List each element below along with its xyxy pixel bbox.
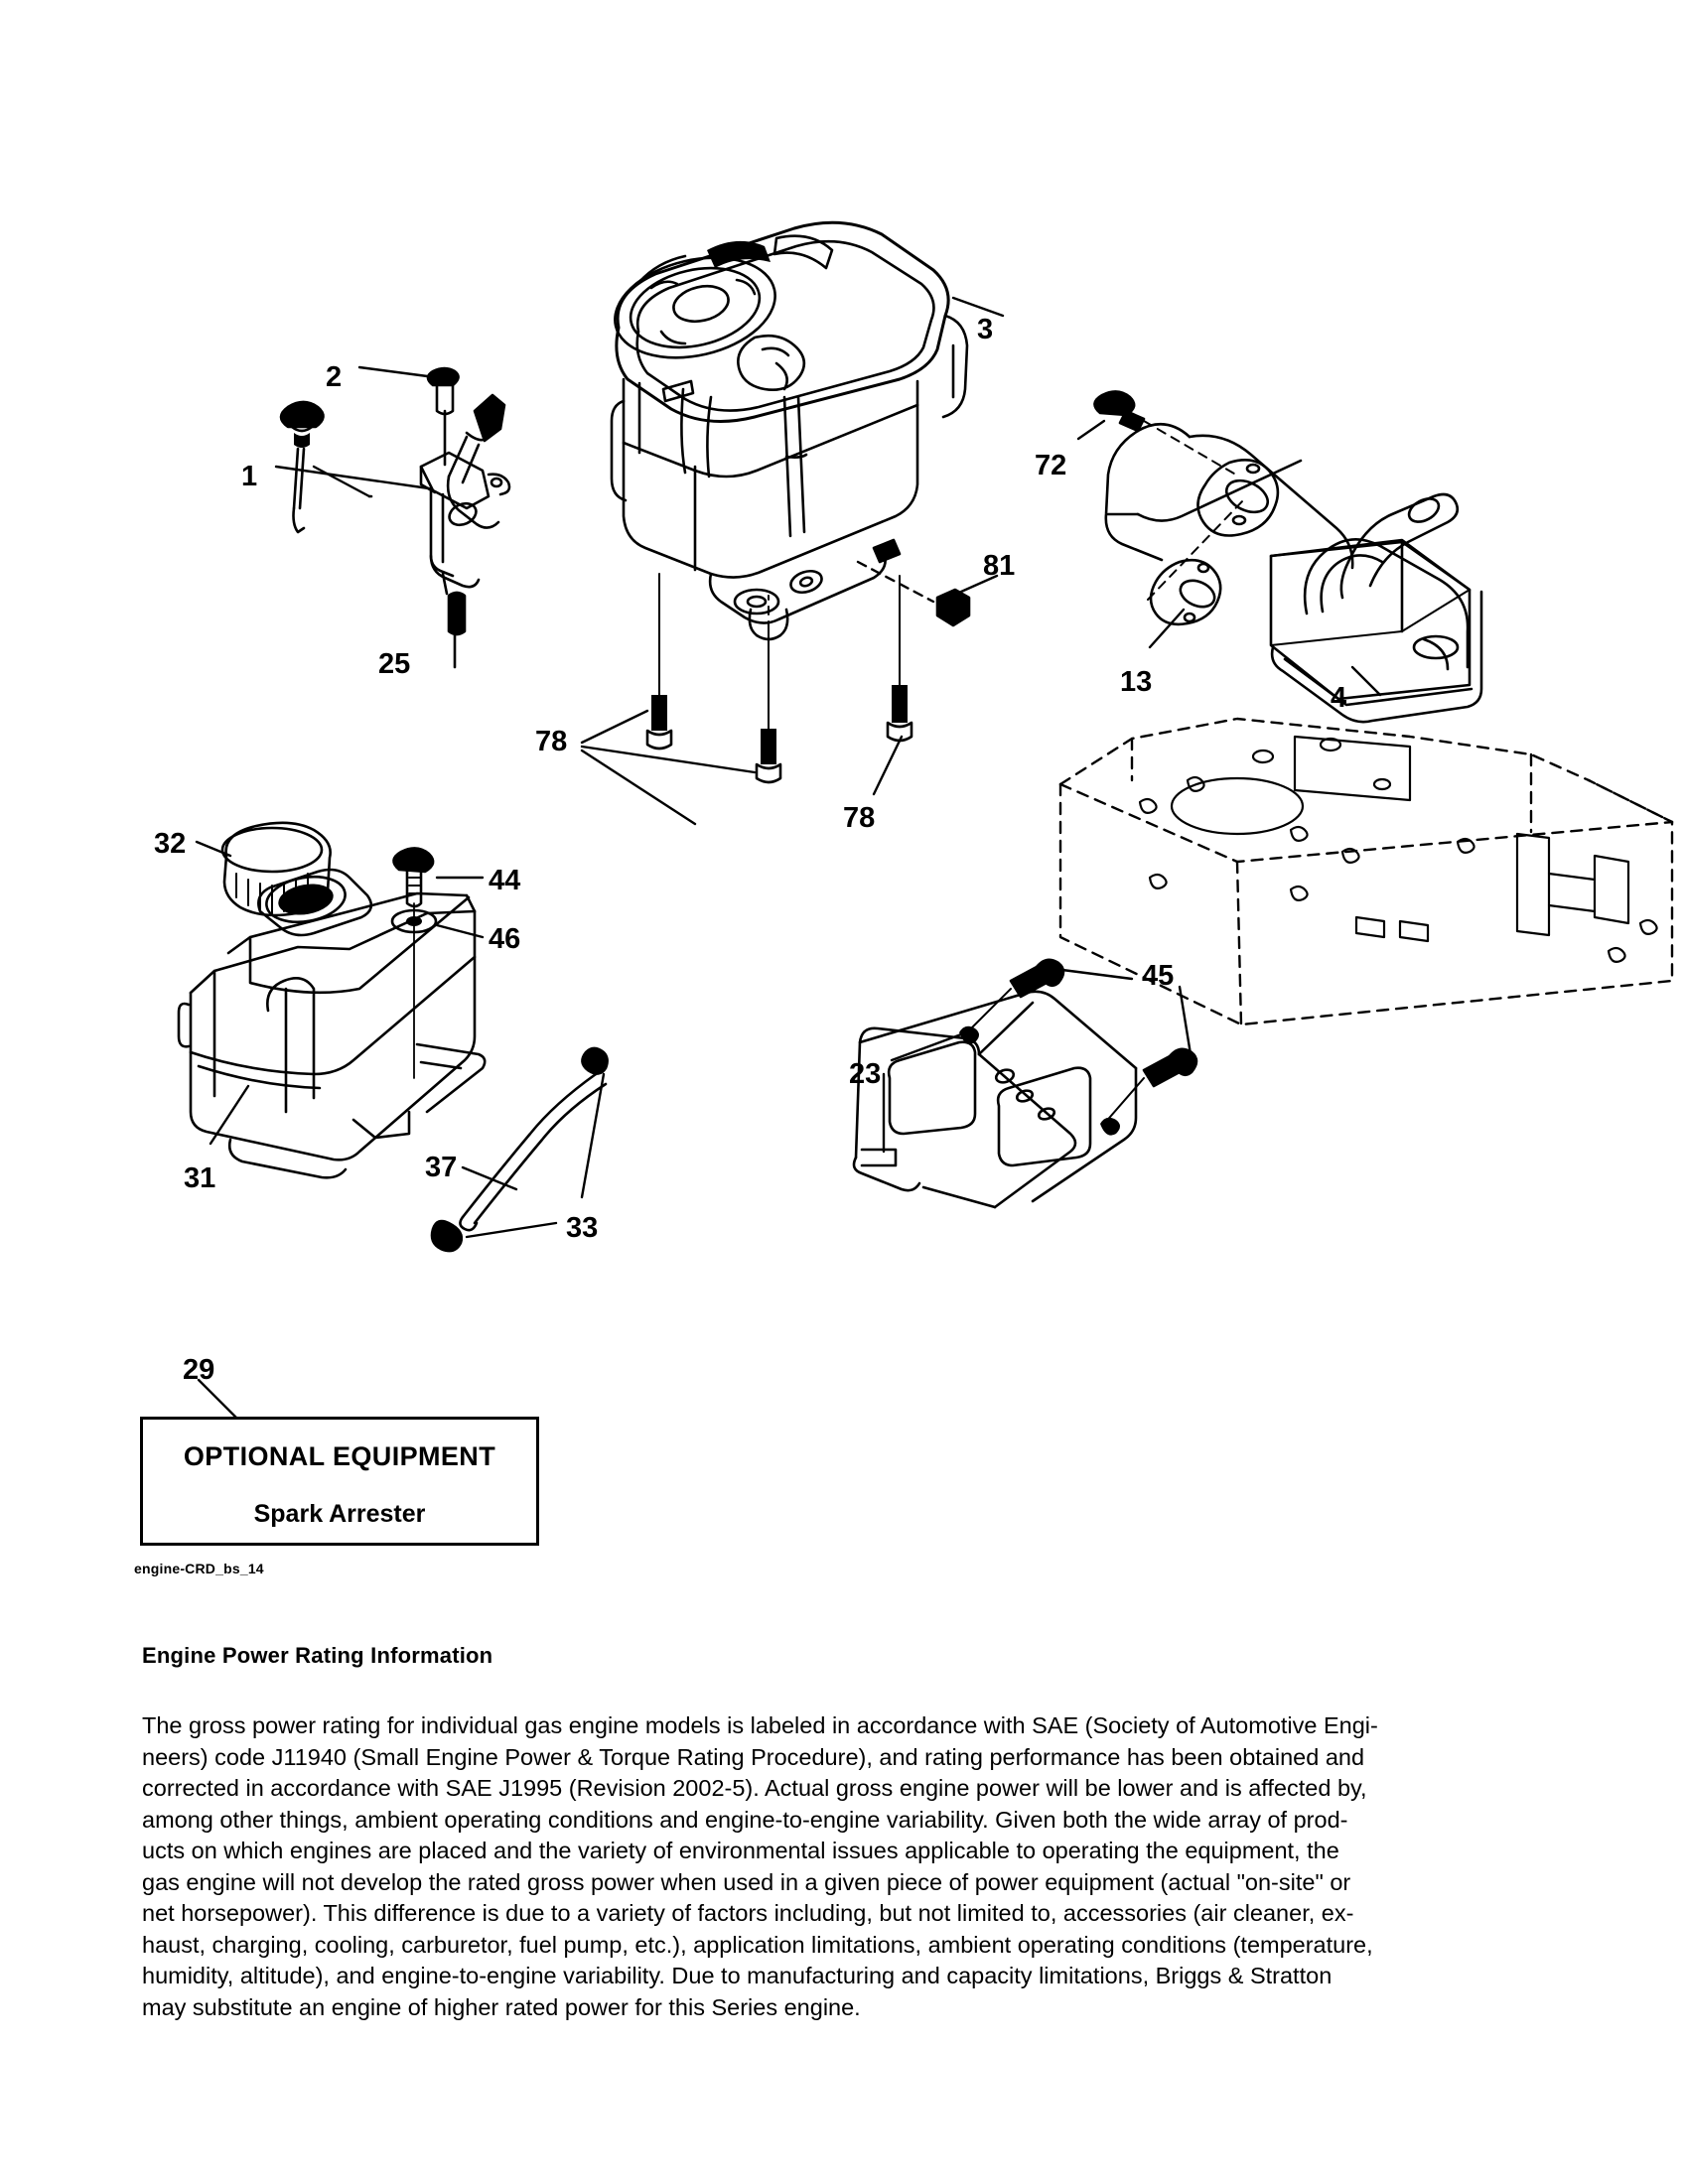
callout-81: 81	[983, 550, 1016, 582]
power-rating-line: net horsepower). This difference is due to a variety of factors including, but not limited to, accessories (air cleaner, ex-	[142, 1900, 1354, 1926]
callout-32: 32	[154, 828, 187, 860]
optional-equipment-title: OPTIONAL EQUIPMENT	[183, 1441, 496, 1471]
power-rating-line: corrected in accordance with SAE J1995 (Revision 2002-5). Actual gross engine power will be lower and is affected by,	[142, 1775, 1367, 1801]
callout-2: 2	[326, 361, 343, 393]
power-rating-heading: Engine Power Rating Information	[142, 1643, 493, 1668]
callout-25: 25	[378, 648, 411, 680]
power-rating-line: neers) code J11940 (Small Engine Power & Torque Rating Procedure), and rating performance has been obtained and	[142, 1743, 1365, 1770]
nut-81-drawing	[937, 590, 969, 625]
power-rating-paragraph	[142, 1710, 1542, 2023]
figure-code-label: engine-CRD_bs_14	[134, 1561, 264, 1576]
chassis-frame-detail	[1140, 737, 1657, 962]
heat-shield-drawing	[854, 960, 1196, 1207]
power-rating-line: gas engine will not develop the rated gross power when used in a given piece of power equipment (actual "on-site" or	[142, 1868, 1351, 1895]
callout-4: 4	[1331, 682, 1347, 714]
throttle-control-drawing	[421, 368, 509, 667]
callout-3: 3	[977, 314, 994, 345]
power-rating-line: The gross power rating for individual gas engine models is labeled in accordance with SAE (Society of Automotive Engi-	[142, 1712, 1378, 1738]
callout-78-left: 78	[535, 726, 568, 757]
mount-bolts-drawing	[647, 574, 912, 782]
callout-37: 37	[425, 1152, 458, 1183]
fuel-tank-drawing	[179, 823, 485, 1178]
power-rating-line: may substitute an engine of higher rated power for this Series engine.	[142, 1993, 861, 2020]
callout-44: 44	[489, 865, 521, 896]
muffler-assembly-drawing	[1094, 391, 1481, 722]
callout-13: 13	[1120, 666, 1153, 698]
power-rating-line: among other things, ambient operating conditions and engine-to-engine variability. Given both the wide array of prod-	[142, 1806, 1348, 1833]
callout-46: 46	[489, 923, 521, 955]
optional-equipment-subtitle: Spark Arrester	[253, 1500, 426, 1528]
callout-23: 23	[849, 1058, 882, 1090]
optional-equipment-box	[140, 1417, 539, 1546]
power-rating-line: humidity, altitude), and engine-to-engine variability. Due to manufacturing and capacity limitations, Briggs & Stratton	[142, 1963, 1333, 1988]
power-rating-line: haust, charging, cooling, carburetor, fuel pump, etc.), application limitations, ambient operating conditions (temperature,	[142, 1931, 1373, 1958]
callout-29: 29	[183, 1354, 215, 1386]
callout-31: 31	[184, 1162, 216, 1194]
callout-45: 45	[1142, 960, 1175, 992]
callout-72: 72	[1035, 450, 1067, 481]
power-rating-line: ucts on which engines are placed and the variety of environmental issues applicable to operating the equipment, the	[142, 1838, 1339, 1863]
callout-78-right: 78	[843, 802, 876, 834]
callout-33: 33	[566, 1212, 599, 1244]
callout-1: 1	[241, 461, 258, 492]
